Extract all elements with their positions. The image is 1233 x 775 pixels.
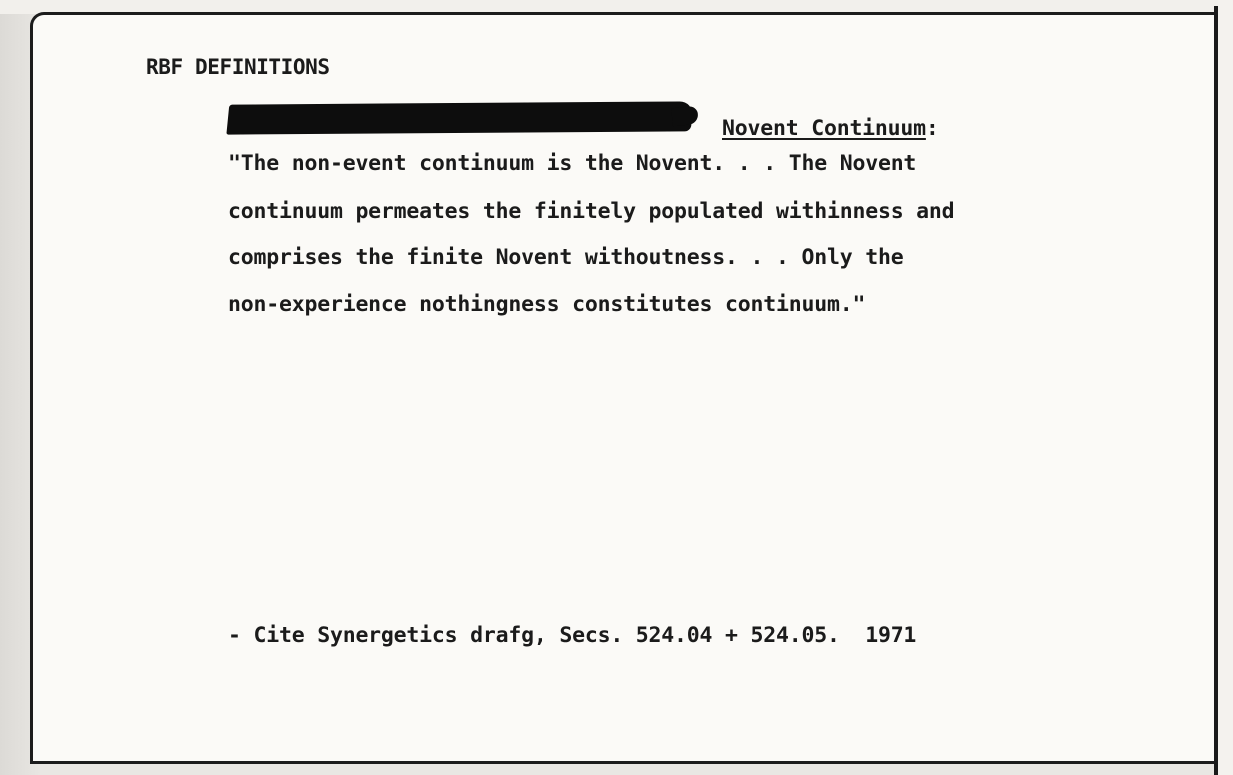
quote-line-1: "The non-event continuum is the Novent. . . The Novent: [228, 151, 917, 176]
term-colon: :: [925, 116, 939, 141]
term-heading: [722, 116, 939, 141]
redaction-bar: [226, 101, 693, 134]
citation-line: - Cite Synergetics drafg, Secs. 524.04 + 524.05. 1971: [228, 623, 917, 648]
card-header: RBF DEFINITIONS: [146, 55, 330, 79]
scan-background-right: [1218, 0, 1233, 775]
quote-line-2: continuum permeates the finitely populated withinness and: [228, 199, 955, 224]
quote-line-4: non-experience nothingness constitutes continuum.": [228, 292, 866, 317]
term-title: Novent Continuum: [722, 116, 926, 141]
quote-line-3: comprises the finite Novent withoutness. . . Only the: [228, 245, 904, 270]
